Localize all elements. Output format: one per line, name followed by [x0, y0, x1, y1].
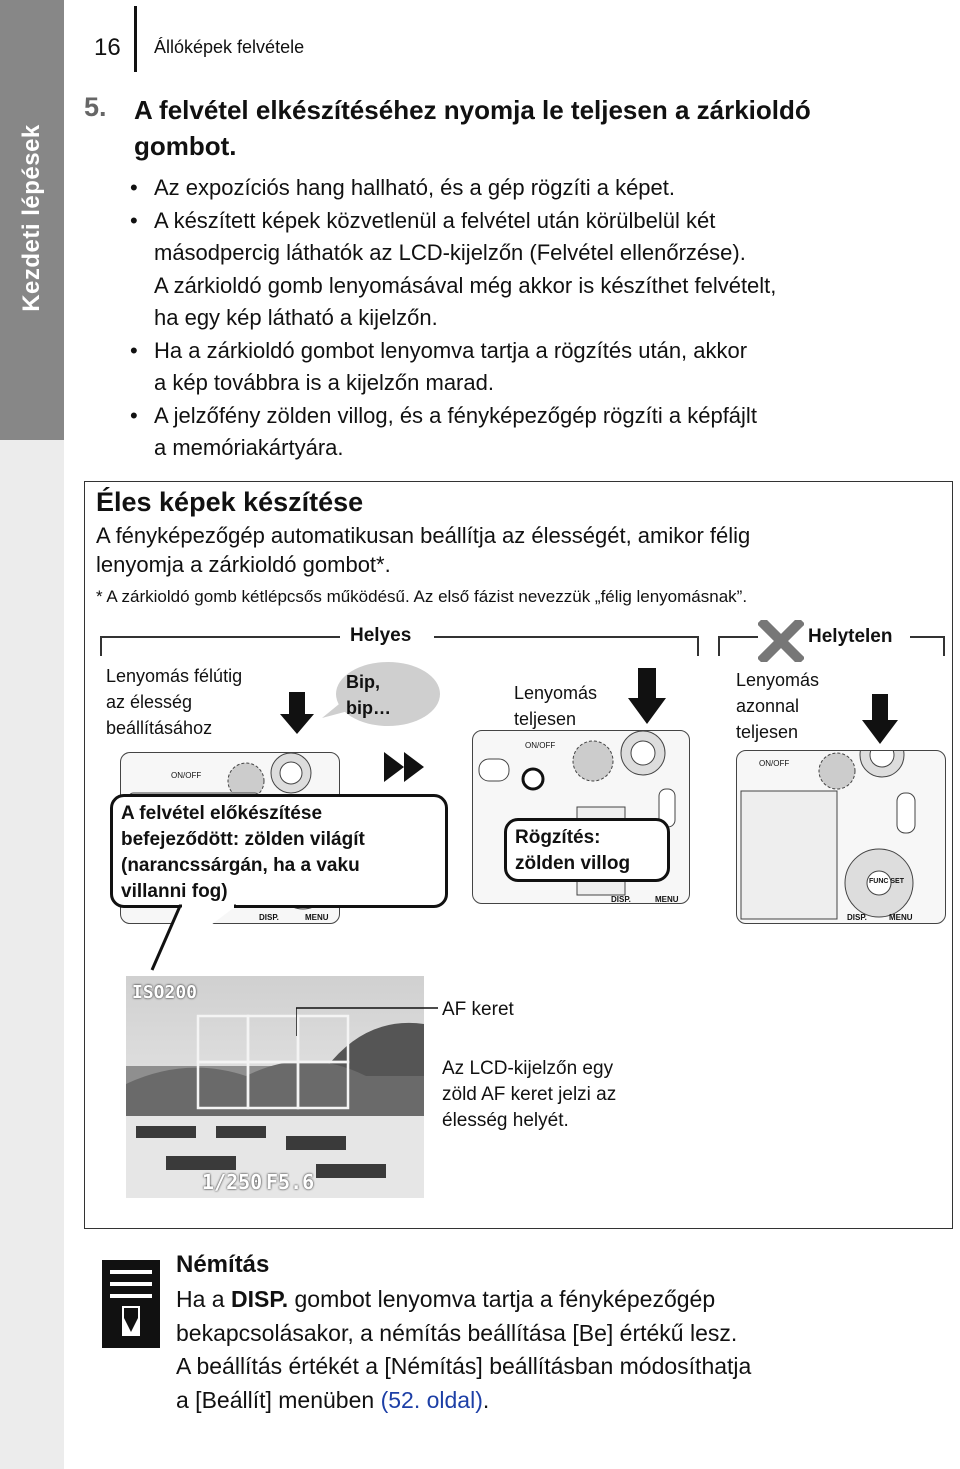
wrong-heading: Helytelen	[808, 626, 893, 647]
half-press-label: Lenyomás félútig az élesség beállításához	[106, 666, 243, 738]
note-icon	[98, 1256, 164, 1352]
camera-illustration-3: ON/OFF FUNC SET DISP. MENU	[736, 750, 946, 924]
press-arrow-icon	[862, 694, 898, 744]
list-item: • Az expozíciós hang hallható, és a gép rögzíti a képet.	[130, 172, 960, 205]
correct-heading-rule	[434, 636, 698, 638]
lcd-shutter: 1/250	[202, 1170, 263, 1194]
camera-illustration-1: ON/OFF DISP. MENU	[120, 752, 340, 924]
step-title	[134, 92, 954, 164]
full-press-label: Lenyomás teljesen	[514, 683, 598, 729]
sidebar-tab	[0, 0, 64, 440]
section-title: Éles képek készítése	[96, 487, 364, 517]
list-item: • A készített képek közvetlenül a felvétel után körülbelül két másodpercig láthatók az LCD-kijelzőn (Felvétel ellenőrzése). A zárkioldó gomb lenyomásával még akkor is készíthet felvételt, ha egy kép látható a kijelzőn.	[130, 205, 960, 335]
correct-heading: Helyes	[350, 625, 412, 646]
list-item: • A jelzőfény zölden villog, és a fényképezőgép rögzíti a képfájlt a memóriakártyára.	[130, 400, 960, 465]
immediate-press-label: Lenyomás azonnal teljesen	[736, 670, 820, 742]
press-arrow-icon	[628, 668, 666, 724]
callout-pointer	[150, 904, 238, 974]
wrong-heading-rule	[718, 636, 758, 638]
beep-label: Bip, bip…	[346, 672, 391, 718]
af-frame-label: AF keret	[442, 999, 514, 1020]
wrong-x-icon	[758, 620, 804, 662]
wrong-heading-rule	[910, 636, 944, 638]
bullet-list	[130, 172, 960, 465]
sidebar-label: Kezdeti lépések	[18, 124, 45, 312]
af-leader-lines	[296, 1006, 440, 1116]
ready-callout: A felvétel előkészítése befejeződött: zölden világít (narancssárgán, ha a vaku villanni fog)	[110, 794, 448, 908]
lcd-iso: ISO200	[132, 982, 198, 1003]
note-body: Ha a DISP. gombot lenyomva tartja a fényképezőgép bekapcsolásakor, a némítás beállítása [Be] értékű lesz. A beállítás értékét a [Némítás] beállításban módosíthatja a [Beállít] menüben (52. oldal).	[176, 1286, 752, 1413]
section-body: A fényképezőgép automatikusan beállítja az élességét, amikor félig lenyomja a zárkioldó gombot*.	[96, 523, 751, 577]
note-title: Némítás	[176, 1251, 270, 1278]
lcd-aperture: F5.6	[266, 1170, 315, 1194]
step-title-line: gombot.	[134, 131, 237, 161]
page-title: Állóképek felvétele	[154, 37, 305, 57]
step-number: 5.	[84, 92, 107, 122]
recording-callout: Rögzítés: zölden villog	[504, 818, 670, 882]
next-step-icon	[384, 752, 426, 782]
list-item: • Ha a zárkioldó gombot lenyomva tartja a rögzítés után, akkor a kép továbbra is a kijelzőn marad.	[130, 335, 960, 400]
correct-heading-rule	[100, 636, 340, 638]
camera-illustration-2: ON/OFF DISP. MENU	[472, 730, 690, 904]
page-number: 16	[94, 34, 121, 61]
af-description: Az LCD-kijelzőn egy zöld AF keret jelzi az élesség helyét.	[442, 1058, 617, 1131]
header-divider	[134, 6, 137, 72]
footnote: * A zárkioldó gomb kétlépcsős működésű. Az első fázist nevezzük „félig lenyomásnak”.	[96, 587, 748, 606]
press-arrow-icon	[280, 692, 314, 734]
page-link[interactable]: (52. oldal)	[380, 1386, 483, 1413]
step-title-line: A felvétel elkészítéséhez nyomja le teljesen a zárkioldó	[134, 95, 811, 125]
